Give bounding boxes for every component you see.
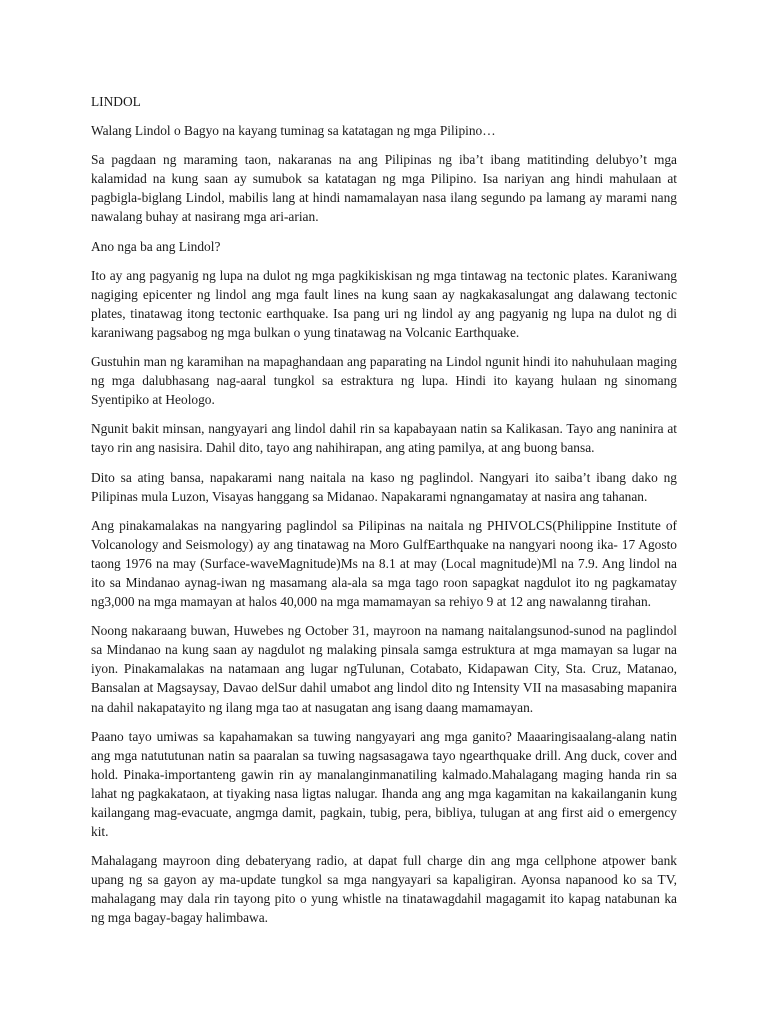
paragraph-preparedness: Mahalagang mayroon ding debateryang radio, at dapat full charge din ang mga cellphone atpower bank upang ng sa gayon ay ma-update tungkol sa mga nangyayari sa kapaligiran. Ayonsa napanood ko sa TV, mahalagang may dala rin tayong pito o yung whistle na tinatawagdahil magagamit ito kapag natabunan ka ng mga bagay-bagay halimbawa. [91, 853, 677, 926]
paragraph-safety: Paano tayo umiwas sa kapahamakan sa tuwing nangyayari ang mga ganito? Maaaringisaalang-alang natin ang mga natututunan natin sa paaralan sa tuwing nagsasagawa tayo ngearthquake drill. Ang duck, cover and hold. Pinaka-importanteng gawin rin ay manalanginmanatiling kalmado.Mahalagang maging handa rin sa lahat ng pagkakataon, at tiyaking nasa ligtas nalugar. Ihanda ang ang mga kagamitan na kakailanganin kung kailangang mag-evacuate, angmga damit, pagkain, tubig, pera, bibliya, tulugan at ang first aid o emergency kit. [91, 728, 677, 840]
paragraph-history: Sa pagdaan ng maraming taon, nakaranas na ang Pilipinas ng iba’t ibang matitinding delubyo’t mga kalamidad na kung saan ay sumubok sa katatagan ng mga Pilipino. Isa nariyan ang hindi mahulaan at pagbigla-biglang Lindol, mabilis lang at hindi namamalayan nasa ilang segundo pa lamang ay marami nang nawalang buhay at nasirang mga ari-arian. [91, 152, 677, 225]
paragraph-definition: Ito ay ang pagyanig ng lupa na dulot ng mga pagkikiskisan ng mga tintawag na tectonic plates. Karaniwang nagiging epicenter ng lindol ang mga fault lines na kung saan ay nagkakasalungat ang dalawang tectonic plates, tinatawag itong tectonic earthquake. Isa pang uri ng lindol ay ang pagyanig ng lupa na dulot ng di karaniwang pagsabog ng mga bulkan o yung tinatawag na Volcanic Earthquake. [91, 267, 677, 340]
paragraph-recent-quake: Noong nakaraang buwan, Huwebes ng October 31, mayroon na namang naitalangsunod-sunod na paglindol sa Mindanao na kung saan ay nagdulot ng malaking pinsala samga estruktura at mga mamayan sa lugar na iyon. Pinakamalakas na natamaan ang lugar ngTulunan, Cotabato, Kidapawan City, Sta. Cruz, Matanao, Bansalan at Magsaysay, Davao delSur dahil umabot ang lindol dito ng Intensity VII na masasabing mapanira na dahil nakapatayito ng ilang mga tao at nasugatan ang isang daang mamamayan. [91, 623, 677, 715]
intro-line: Walang Lindol o Bagyo na kayang tuminag sa katatagan ng mga Pilipino… [91, 123, 496, 139]
paragraph-prediction: Gustuhin man ng karamihan na mapaghandaan ang paparating na Lindol ngunit hindi ito nahuhulaan maging ng mga dalubhasang nag-aaral tungkol sa estraktura ng lupa. Hindi ito kayang hulaan ng sinomang Syentipiko at Heologo. [91, 354, 677, 408]
paragraph-nature: Ngunit bakit minsan, nangyayari ang lindol dahil rin sa kapabayaan natin sa Kalikasan. Tayo ang naninira at tayo rin ang nasisira. Dahil dito, tayo ang nahihirapan, ang ating pamilya, at ang buong bansa. [91, 421, 677, 456]
document-title: LINDOL [91, 94, 141, 109]
paragraph-strongest-quake: Ang pinakamalakas na nangyaring paglindol sa Pilipinas na naitala ng PHIVOLCS(Philippine Institute of Volcanology and Seismology) ay ang tinatawag na Moro GulfEarthquake na nangyari noong ika- 17 Agosto taong 1976 na may (Surface-waveMagnitude)Ms na 8.1 at may (Local magnitude)Ml na 7.9. Ang lindol na ito sa Mindanao aynag-iwan ng masamang ala-ala sa mga tago roon sapagkat nagdulot ito ng pagkamatay ng3,000 na mga mamayan at halos 40,000 na mga mamamayan sa rehiyo 9 at 12 ang nawalanng tirahan. [91, 517, 677, 610]
paragraph-country-cases: Dito sa ating bansa, napakarami nang naitala na kaso ng paglindol. Nangyari ito saiba’t ibang dako ng Pilipinas mula Luzon, Visayas hanggang sa Midanao. Napakarami ngnangamatay at nasira ang tahanan. [91, 469, 677, 504]
question-heading: Ano nga ba ang Lindol? [91, 238, 221, 254]
document-page [91, 92, 677, 938]
